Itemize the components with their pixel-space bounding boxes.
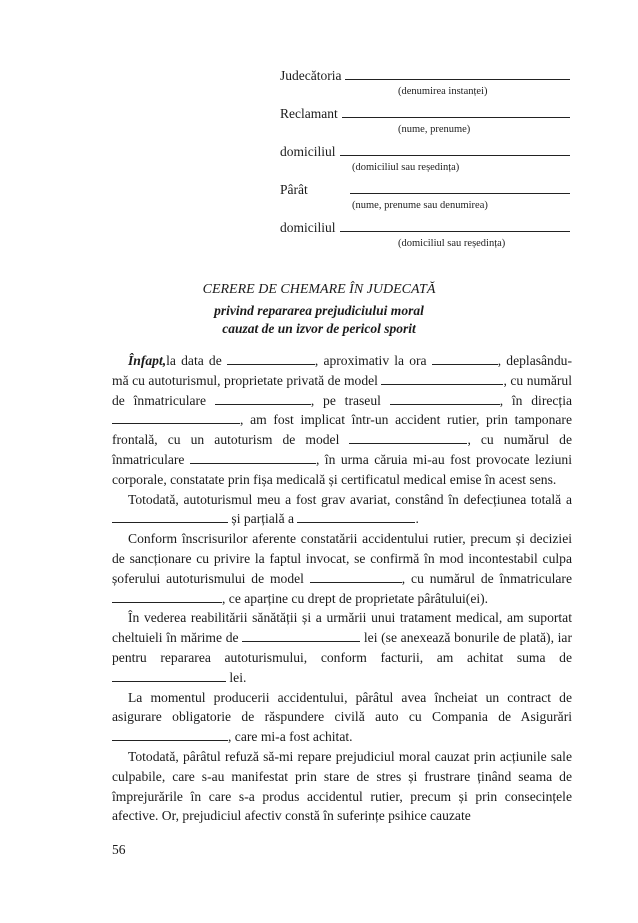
paragraph-4 [112, 608, 572, 687]
defendant-address-blank [340, 231, 571, 232]
defendant-label: Pârât [280, 182, 308, 197]
text-segment: , care mi-a fost achitat. [228, 729, 353, 745]
defendant-address-row [280, 218, 570, 236]
paragraph-1 [112, 351, 572, 490]
text-segment: , ce aparține cu drept de proprietate pârâtului(ei). [222, 590, 489, 606]
text-segment: , cu numărul de înmatriculare [112, 372, 572, 408]
text-segment: , cu numărul de înmatriculare [401, 570, 572, 586]
text-segment: , în urma căruia mi-au fost provocate leziuni corporale, constatate prin fișa medicală și certificatul medical emise în acest sens. [112, 451, 572, 487]
defendant-hint: (nume, prenume sau denumirea) [352, 200, 488, 211]
repair-amount-blank [112, 670, 226, 682]
total-defect-blank [112, 511, 228, 523]
plaintiff-hint: (nume, prenume) [398, 124, 471, 135]
text-segment: La momentul producerii accidentului, pârâtul avea încheiat un contract de asigurare obligatorie de răspundere civilă auto cu Compania de Asigurări [112, 689, 572, 725]
insurance-company-blank [112, 729, 228, 741]
paragraph-5 [112, 688, 572, 747]
direction-blank [112, 412, 240, 424]
document-subtitle-2: cauzat de un izvor de pericol sporit [222, 321, 416, 336]
text-segment: , am fost implicat într-un accident rutier, prin tamponare frontală, cu un autoturism de model [112, 412, 572, 448]
other-car-model-blank [349, 432, 467, 444]
defendant-plate-number-blank [112, 591, 222, 603]
plaintiff-address-row [280, 142, 570, 160]
court-hint: (denumirea instanței) [398, 86, 488, 97]
plaintiff-address-hint: (domiciliul sau reședința) [352, 162, 460, 173]
plaintiff-row [280, 104, 570, 122]
text-segment: la data de [166, 353, 227, 368]
plaintiff-blank [342, 117, 570, 118]
court-blank [345, 79, 570, 80]
plaintiff-address-label: domiciliul [280, 144, 336, 159]
defendant-row [280, 180, 570, 198]
other-plate-number-blank [190, 452, 316, 464]
time-blank [432, 353, 498, 365]
defendant-address-hint: (domiciliul sau reședința) [398, 238, 506, 249]
text-segment: Totodată, pârâtul refuză să-mi repare prejudiciul moral cauzat prin acțiunile sale culpabile, care s-au manifestat prin stare de stres și frustrare ținând seama de împrejurările în care s-a produs accidentul rutier, precum și prin consecințele afective. Or, prejudiciul afectiv constă în suferințe psihice cauzate [112, 748, 572, 824]
plaintiff-address-blank [340, 155, 571, 156]
paragraph-lead: Înfapt, [128, 353, 167, 368]
paragraph-2 [112, 490, 572, 530]
text-segment: lei. [226, 669, 247, 685]
defendant-car-model-blank [310, 571, 402, 583]
header-block [280, 66, 570, 252]
text-segment: lei (se anexează bonurile de plată), iar pentru repararea autoturismului, conform facturii, am achitat suma de [112, 630, 572, 665]
defendant-blank [350, 193, 570, 194]
text-segment: În vederea reabilitării sănătății și a urmării unui tratament medical, am suportat cheltuieli în mărime de [112, 610, 572, 646]
text-segment: , deplasându-mă cu autoturismul, proprietate privată de model [112, 353, 572, 388]
date-blank [227, 353, 315, 365]
car-model-blank [381, 373, 503, 385]
document-body [112, 351, 572, 826]
paragraph-6 [112, 747, 572, 826]
route-blank [390, 393, 500, 405]
text-segment: Totodată, autoturismul meu a fost grav avariat, constând în defecțiunea totală a [128, 491, 572, 507]
text-segment: , cu numărul de înmatriculare [112, 432, 572, 467]
defendant-address-label: domiciliul [280, 220, 336, 235]
plate-number-blank [215, 393, 311, 405]
paragraph-3 [112, 529, 572, 608]
text-segment: Conform înscrisurilor aferente constatării accidentului rutier, precum și deciziei de sancționare cu privire la faptul invocat, se confirmă în mod incontestabil culpa șoferului autoturismului de model [112, 531, 572, 586]
partial-defect-blank [297, 511, 415, 523]
text-segment: și parțială a [228, 511, 298, 527]
document-subtitle-1: privind repararea prejudiciului moral [214, 303, 424, 318]
medical-expenses-blank [242, 630, 360, 642]
document-title: CERERE DE CHEMARE ÎN JUDECATĂ [202, 282, 436, 297]
court-label: Judecătoria [280, 68, 342, 83]
text-segment: , aproximativ la ora [314, 353, 432, 368]
plaintiff-label: Reclamant [280, 106, 338, 121]
court-row [280, 66, 570, 84]
page-number: 56 [112, 842, 126, 857]
text-segment: , pe traseul [310, 392, 390, 408]
text-segment: , în direcția [499, 392, 572, 408]
text-segment: . [415, 511, 419, 527]
